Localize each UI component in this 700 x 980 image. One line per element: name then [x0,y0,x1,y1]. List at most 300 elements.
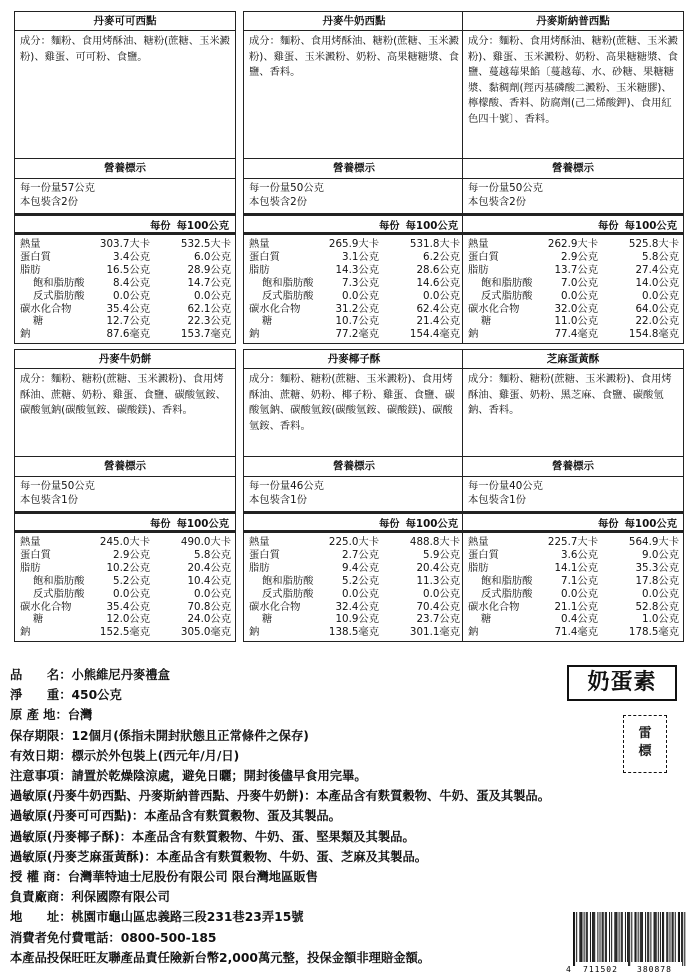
origin: 台灣 [67,708,93,723]
nutrition-panel [14,11,236,344]
nutrition-title: 營養標示 [463,457,683,477]
nutrient-per-serving: 35.4公克 [106,600,150,613]
nutrient-row [249,290,460,303]
col-per-serving: 每份 [379,219,400,232]
nutrient-row [20,536,231,549]
nutrient-row [20,549,231,562]
net-weight-line: 淨 重： 450公克 [10,685,570,705]
nutrient-row [249,549,460,562]
nutrient-label: 飽和脂肪酸 [262,574,314,587]
serving-size: 每一份量40公克 [468,480,543,492]
barcode-bar [672,912,673,962]
hotline-line: 消費者免付費電話： 0800-500-185 [10,928,570,948]
nutrient-label: 蛋白質 [20,250,51,263]
barcode-bar [684,912,685,966]
nutrient-row [249,303,460,316]
nutrient-row [249,328,460,341]
nutrient-row [249,575,460,588]
col-per-serving: 每份 [379,517,400,530]
nutrient-label: 碳水化合物 [20,600,72,613]
serving-size: 每一份量50公克 [249,182,324,194]
barcode-bar [602,912,603,962]
nutrient-per-100g: 64.0公克 [635,302,679,315]
nutrient-per-serving: 3.1公克 [342,250,379,263]
barcode-bar [628,912,629,966]
nutrient-per-100g: 5.9公克 [423,548,460,561]
nutrient-label: 飽和脂肪酸 [481,574,533,587]
barcode-bar [667,912,668,962]
nutrition-title: 營養標示 [15,159,235,179]
nutrient-label: 脂肪 [249,561,270,574]
nutrient-per-100g: 70.4公克 [416,600,460,613]
nutrient-per-100g: 6.2公克 [423,250,460,263]
nutrient-row [468,264,679,277]
nutrient-label: 碳水化合物 [468,600,520,613]
barcode-bar [631,912,632,962]
nutrient-per-serving: 13.7公克 [554,263,598,276]
col-per-100g: 每100公克 [624,517,677,530]
nutrient-per-100g: 20.4公克 [416,561,460,574]
nutrient-label: 反式脂肪酸 [33,289,85,302]
nutrient-per-serving: 11.0公克 [554,315,598,328]
ingredients-text: 成分：麵粉、糖粉(蔗糖、玉米澱粉)、食用烤酥油、雞蛋、奶粉、黑芝麻、食鹽、碳酸氫鈉、香料。 [463,369,683,457]
nutrient-row [249,251,460,264]
nutrition-panel [243,349,465,642]
barcode-bar [597,912,598,962]
nutrient-row [20,575,231,588]
nutrient-label: 脂肪 [249,263,270,276]
nutrient-per-serving: 35.4公克 [106,302,150,315]
licensor-line: 授 權 商： 台灣華特迪士尼股份有限公司 限台灣地區販售 [10,867,570,887]
servings-per-pack: 本包裝含1份 [20,494,79,506]
nutrient-per-100g: 305.0毫克 [180,626,231,639]
nutrient-label: 脂肪 [20,263,41,276]
expiry: 標示於外包裝上(西元年/月/日) [71,748,240,763]
nutrient-rows [15,533,235,641]
lacto-ovo-vegetarian-badge: 奶蛋素 [567,665,677,701]
col-per-serving: 每份 [150,517,171,530]
nutrient-per-serving: 12.0公克 [106,613,150,626]
barcode-bar [573,912,574,966]
serving-info [463,477,683,514]
nutrient-per-100g: 564.9大卡 [628,536,679,548]
column-header [463,514,683,533]
barcode-bar [629,912,630,966]
ingredients-text: 成分：麵粉、食用烤酥油、糖粉(蔗糖、玉米澱粉)、雞蛋、可可粉、食鹽。 [15,31,235,159]
barcode-bar [574,912,575,966]
nutrient-label: 熱量 [468,238,489,250]
barcode-bar [675,912,676,962]
barcode-bar [584,912,585,962]
nutrient-per-100g: 14.6公克 [416,276,460,289]
nutrient-row [249,626,460,639]
barcode-bar [587,912,588,962]
nutrient-label: 鈉 [20,328,31,341]
barcode-bar [636,912,637,962]
nutrient-label: 蛋白質 [468,548,499,561]
nutrient-label: 脂肪 [20,561,41,574]
nutrition-panel [14,349,236,642]
nutrient-row [20,588,231,601]
nutrient-label: 反式脂肪酸 [33,587,85,600]
nutrient-per-serving: 0.0公克 [561,587,598,600]
nutrition-panel [243,11,465,344]
nutrient-per-serving: 10.7公克 [335,315,379,328]
col-per-serving: 每份 [598,219,619,232]
barcode-bar [662,912,663,962]
nutrient-per-100g: 17.8公克 [635,574,679,587]
nutrient-label: 蛋白質 [249,548,280,561]
nutrient-per-100g: 532.5大卡 [180,238,231,250]
barcode-bar [648,912,649,962]
nutrient-per-100g: 178.5毫克 [628,626,679,639]
servings-per-pack: 本包裝含2份 [468,196,527,208]
nutrition-title: 營養標示 [244,159,464,179]
nutrient-per-serving: 8.4公克 [113,276,150,289]
barcode-bar [605,912,606,962]
barcode-bar [682,912,683,966]
nutrient-row [249,277,460,290]
ingredients-text: 成分：麵粉、食用烤酥油、糖粉(蔗糖、玉米澱粉)、雞蛋、玉米澱粉、奶粉、高果糖糖漿、食鹽、香料。 [244,31,464,159]
nutrient-label: 蛋白質 [249,250,280,263]
nutrient-label: 糖 [481,613,492,626]
nutrient-per-100g: 488.8大卡 [409,536,460,548]
nutrient-rows [244,235,464,343]
nutrient-row [20,251,231,264]
nutrient-row [468,613,679,626]
servings-per-pack: 本包裝含2份 [20,196,79,208]
nutrient-per-100g: 6.0公克 [194,250,231,263]
panel-title: 丹麥可可西點 [15,12,235,31]
barcode-bar [641,912,642,962]
nutrient-per-serving: 0.0公克 [113,289,150,302]
barcode-bar [615,912,616,962]
nutrient-per-100g: 14.7公克 [187,276,231,289]
nutrient-label: 蛋白質 [20,548,51,561]
nutrition-title: 營養標示 [15,457,235,477]
product-info [10,665,570,968]
nutrient-label: 飽和脂肪酸 [262,276,314,289]
nutrient-label: 糖 [33,315,44,328]
barcode-bar [594,912,595,962]
nutrient-row [468,238,679,251]
address: 桃園市龜山區忠義路三段231巷23弄15號 [71,910,304,925]
nutrient-label: 碳水化合物 [249,600,301,613]
nutrient-label: 糖 [33,613,44,626]
nutrient-per-100g: 0.0公克 [194,587,231,600]
nutrient-per-serving: 32.4公克 [335,600,379,613]
nutrient-label: 反式脂肪酸 [481,289,533,302]
nutrient-per-serving: 14.1公克 [554,561,598,574]
nutrient-per-100g: 21.4公克 [416,315,460,328]
col-per-100g: 每100公克 [176,517,229,530]
hotline: 0800-500-185 [120,930,217,945]
serving-info [15,179,235,216]
barcode-bar [634,912,635,962]
nutrient-row [468,562,679,575]
barcode-bar [645,912,646,962]
ingredients-text: 成分：麵粉、食用烤酥油、糖粉(蔗糖、玉米澱粉)、雞蛋、玉米澱粉、奶粉、高果糖糖漿、食鹽、蔓越莓果餡〔蔓越莓、水、砂糖、果糖糖漿、黏稠劑(羥丙基磷酸二澱粉、玉米糖膠)、檸檬酸、香料、防腐劑(己二烯酸鉀)、食用紅色四十號〕、香料。 [463,31,683,159]
barcode-bar [678,912,679,962]
nutrient-per-serving: 0.0公克 [342,289,379,302]
nutrient-label: 熱量 [249,536,270,548]
nutrient-row [468,315,679,328]
nutrient-per-100g: 525.8大卡 [628,238,679,250]
nutrient-row [249,562,460,575]
barcode-bar [592,912,593,962]
nutrient-label: 鈉 [468,328,479,341]
barcode-bar [619,912,620,962]
barcode-bar [640,912,641,962]
ingredients-text: 成分：麵粉、糖粉(蔗糖、玉米澱粉)、食用烤酥油、蔗糖、奶粉、椰子粉、雞蛋、食鹽、碳酸氫鈉、碳酸氫銨(碳酸氫銨、碳酸鎂)、碳酸氫銨、香料。 [244,369,464,457]
barcode-bar [681,912,682,962]
barcode-bar [638,912,639,962]
barcode-bar [647,912,648,962]
barcode-bar [580,912,581,962]
nutrient-per-serving: 21.1公克 [554,600,598,613]
barcode-bar [656,912,657,962]
nutrient-per-100g: 9.0公克 [642,548,679,561]
nutrient-per-serving: 7.3公克 [342,276,379,289]
nutrient-per-100g: 0.0公克 [423,289,460,302]
nutrient-per-serving: 12.7公克 [106,315,150,328]
nutrient-per-serving: 7.1公克 [561,574,598,587]
nutrient-per-100g: 154.4毫克 [409,328,460,341]
nutrient-label: 反式脂肪酸 [262,587,314,600]
nutrient-per-serving: 225.7大卡 [547,536,598,548]
barcode-bar [606,912,607,962]
nutrient-per-100g: 301.1毫克 [409,626,460,639]
nutrient-per-serving: 245.0大卡 [99,536,150,548]
serving-size: 每一份量46公克 [249,480,324,492]
address-line: 地 址： 桃園市龜山區忠義路三段231巷23弄15號 [10,907,570,927]
barcode-bar [663,912,664,962]
barcode-bar [642,912,643,962]
nutrient-per-serving: 71.4毫克 [554,626,598,639]
barcode-bar [616,912,617,962]
barcode-bar [600,912,601,962]
serving-info [244,179,464,216]
nutrient-per-serving: 265.9大卡 [328,238,379,250]
nutrient-per-serving: 262.9大卡 [547,238,598,250]
nutrient-label: 脂肪 [468,263,489,276]
serving-size: 每一份量57公克 [20,182,95,194]
barcode-bar [666,912,667,962]
nutrient-label: 反式脂肪酸 [262,289,314,302]
serving-info [463,179,683,216]
nutrient-per-serving: 16.5公克 [106,263,150,276]
column-header [244,514,464,533]
nutrient-label: 糖 [262,315,273,328]
nutrient-rows [463,533,683,641]
barcode-bar [625,912,626,962]
col-per-100g: 每100公克 [405,517,458,530]
nutrition-title: 營養標示 [244,457,464,477]
nutrient-per-serving: 2.9公克 [113,548,150,561]
manufacturer-line: 負責廠商： 利保國際有限公司 [10,887,570,907]
nutrient-label: 糖 [481,315,492,328]
nutrient-label: 蛋白質 [468,250,499,263]
nutrient-row [20,303,231,316]
nutrient-per-100g: 20.4公克 [187,561,231,574]
barcode-bar [611,912,612,962]
nutrient-per-100g: 0.0公克 [194,289,231,302]
barcode-bar [586,912,587,962]
licensor: 台灣華特迪士尼股份有限公司 限台灣地區販售 [67,870,318,885]
nutrient-row [468,303,679,316]
nutrient-label: 熱量 [20,238,41,250]
barcode-bar [650,912,651,962]
nutrient-label: 碳水化合物 [468,302,520,315]
nutrient-row [468,277,679,290]
nutrient-row [249,601,460,614]
barcode-bar [579,912,580,962]
nutrient-row [249,315,460,328]
barcode-bar [590,912,591,962]
nutrient-per-100g: 10.4公克 [187,574,231,587]
nutrient-label: 飽和脂肪酸 [33,276,85,289]
nutrient-label: 鈉 [20,626,31,639]
nutrient-per-serving: 32.0公克 [554,302,598,315]
nutrient-row [468,588,679,601]
nutrient-per-100g: 22.3公克 [187,315,231,328]
nutrient-row [468,328,679,341]
nutrient-label: 鈉 [468,626,479,639]
nutrition-panel [462,11,684,344]
column-header [15,216,235,235]
panel-title: 丹麥牛奶餅 [15,350,235,369]
nutrient-per-100g: 154.8毫克 [628,328,679,341]
net-weight: 450公克 [71,688,122,703]
nutrient-per-serving: 14.3公克 [335,263,379,276]
nutrient-rows [15,235,235,343]
nutrient-label: 脂肪 [468,561,489,574]
barcode-bar [669,912,670,962]
product-name: 小熊維尼丹麥禮盒 [71,668,170,682]
column-header [244,216,464,235]
allergen-line-3: 過敏原(丹麥椰子酥)：本產品含有麩質穀物、牛奶、蛋、堅果類及其製品。 [10,829,415,844]
col-per-serving: 每份 [150,219,171,232]
allergen-line-2: 過敏原(丹麥可可西點)：本產品含有麩質穀物、蛋及其製品。 [10,809,341,824]
nutrient-per-100g: 22.0公克 [635,315,679,328]
nutrient-per-100g: 5.8公克 [642,250,679,263]
product-name-line: 品 名： 小熊維尼丹麥禮盒 [10,665,570,685]
nutrient-row [20,601,231,614]
nutrient-row [20,315,231,328]
panel-title: 丹麥牛奶西點 [244,12,464,31]
nutrient-row [468,575,679,588]
nutrient-per-serving: 10.2公克 [106,561,150,574]
barcode [563,910,689,974]
barcode-bars [573,912,685,966]
nutrient-label: 飽和脂肪酸 [481,276,533,289]
nutrient-per-100g: 11.3公克 [416,574,460,587]
allergen-line-1: 過敏原(丹麥牛奶西點、丹麥斯納普西點、丹麥牛奶餅)：本產品含有麩質穀物、牛奶、蛋及其製品。 [10,789,551,804]
nutrient-label: 熱量 [249,238,270,250]
barcode-bar [576,912,577,962]
nutrient-row [20,264,231,277]
nutrient-per-serving: 3.4公克 [113,250,150,263]
serving-size: 每一份量50公克 [20,480,95,492]
nutrient-row [20,562,231,575]
nutrient-row [468,601,679,614]
allergen-line-4: 過敏原(丹麥芝麻蛋黃酥)：本產品含有麩質穀物、牛奶、蛋、芝麻及其製品。 [10,849,428,864]
nutrient-row [468,626,679,639]
nutrient-row [20,328,231,341]
nutrient-label: 鈉 [249,626,260,639]
nutrient-per-serving: 9.4公克 [342,561,379,574]
nutrient-per-100g: 70.8公克 [187,600,231,613]
nutrient-per-serving: 303.7大卡 [99,238,150,250]
nutrient-label: 碳水化合物 [249,302,301,315]
nutrient-row [20,277,231,290]
nutrient-per-100g: 52.8公克 [635,600,679,613]
nutrient-per-100g: 62.1公克 [187,302,231,315]
nutrient-per-100g: 14.0公克 [635,276,679,289]
nutrient-per-serving: 31.2公克 [335,302,379,315]
nutrition-title: 營養標示 [463,159,683,179]
nutrient-per-100g: 153.7毫克 [180,328,231,341]
note-line: 注意事項： 請置於乾燥陰涼處，避免日曬；開封後儘早食用完畢。 [10,766,570,786]
servings-per-pack: 本包裝含1份 [468,494,527,506]
column-header [15,514,235,533]
nutrient-row [20,626,231,639]
shelf-life: 12個月(係指未開封狀態且正常條件之保存) [71,728,309,743]
shelf-life-line: 保存期限： 12個月(係指未開封狀態且正常條件之保存) [10,726,570,746]
nutrient-label: 反式脂肪酸 [481,587,533,600]
barcode-digits-3: 380878 [637,965,672,974]
nutrient-label: 飽和脂肪酸 [33,574,85,587]
nutrient-per-100g: 35.3公克 [635,561,679,574]
barcode-bar [658,912,659,962]
nutrient-per-serving: 0.0公克 [561,289,598,302]
barcode-digit-1: 4 [566,965,571,974]
nutrient-per-100g: 0.0公克 [642,289,679,302]
nutrient-per-100g: 62.4公克 [416,302,460,315]
nutrient-row [249,264,460,277]
servings-per-pack: 本包裝含2份 [249,196,308,208]
nutrient-per-serving: 0.0公克 [113,587,150,600]
panel-title: 芝麻蛋黃酥 [463,350,683,369]
nutrient-per-serving: 2.9公克 [561,250,598,263]
nutrient-per-100g: 27.4公克 [635,263,679,276]
nutrient-per-100g: 1.0公克 [642,613,679,626]
nutrient-row [20,238,231,251]
nutrient-per-serving: 77.2毫克 [335,328,379,341]
serving-info [244,477,464,514]
barcode-bar [581,912,582,962]
col-per-100g: 每100公克 [176,219,229,232]
barcode-bar [609,912,610,962]
serving-size: 每一份量50公克 [468,182,543,194]
nutrient-per-100g: 23.7公克 [416,613,460,626]
insurance-line: 本產品投保旺旺友聯產品責任險新台幣2,000萬元整，投保金額非理賠金額。 [10,950,431,965]
nutrient-row [20,290,231,303]
nutrient-per-serving: 3.6公克 [561,548,598,561]
servings-per-pack: 本包裝含1份 [249,494,308,506]
thunder-label-box [623,715,667,773]
nutrient-per-serving: 77.4毫克 [554,328,598,341]
nutrient-per-serving: 225.0大卡 [328,536,379,548]
nutrient-per-serving: 5.2公克 [113,574,150,587]
barcode-bar [627,912,628,962]
nutrient-row [249,588,460,601]
panel-title: 丹麥斯納普西點 [463,12,683,31]
barcode-bar [622,912,623,962]
expiry-line: 有效日期： 標示於外包裝上(西元年/月/日) [10,746,570,766]
nutrient-per-serving: 152.5毫克 [99,626,150,639]
nutrient-label: 碳水化合物 [20,302,72,315]
